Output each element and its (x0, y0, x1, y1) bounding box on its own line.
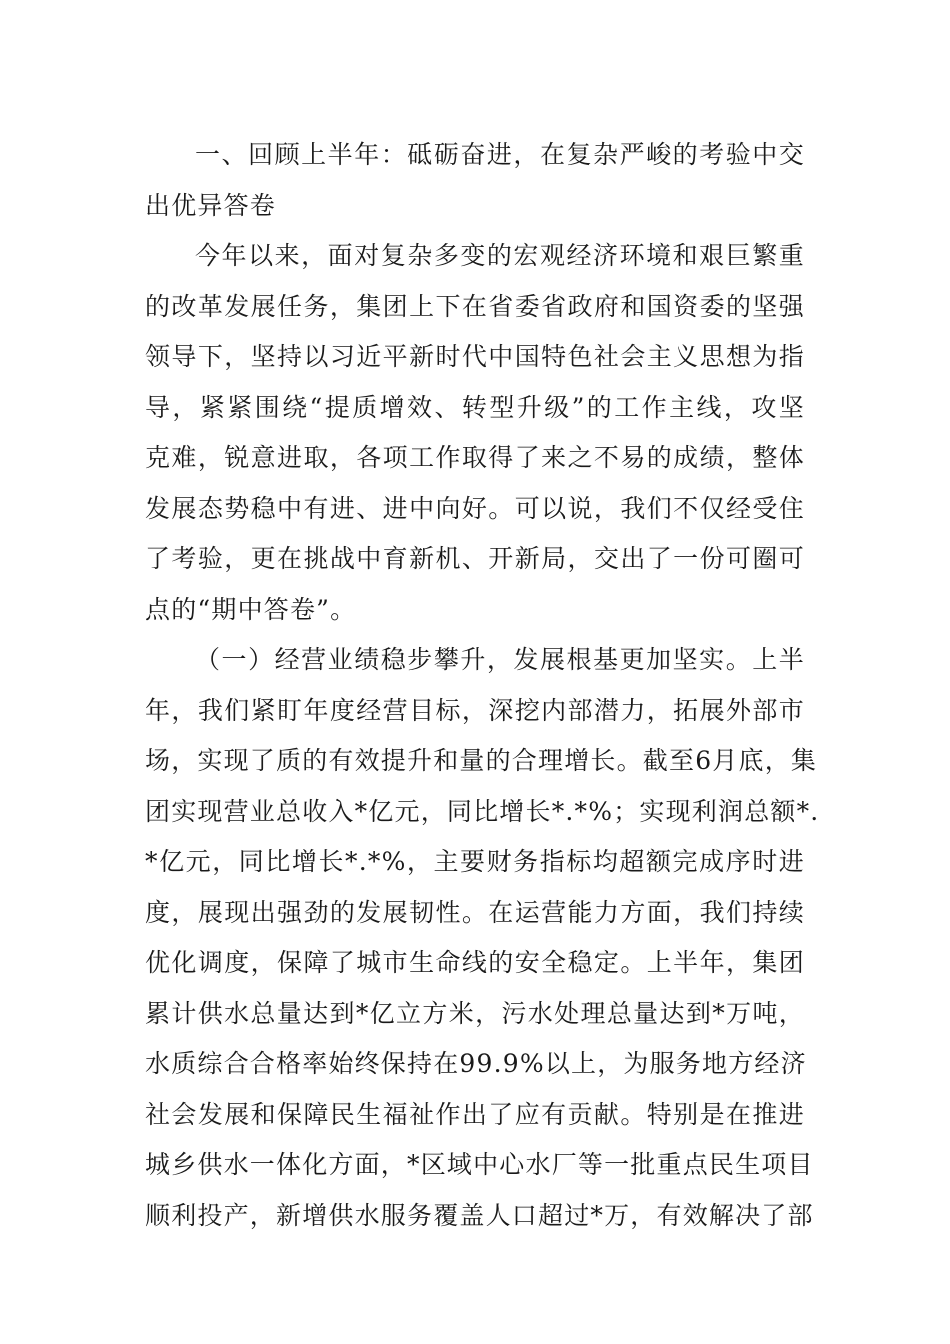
text-line: 点的“期中答卷”。 (145, 594, 357, 624)
body-paragraph (145, 635, 820, 1241)
text-line: 导，紧紧围绕“提质增效、转型升级”的工作主线，攻坚 (145, 392, 805, 422)
text-line: 累计供水总量达到*亿立方米，污水处理总量达到*万吨， (145, 998, 805, 1028)
section-heading (145, 130, 805, 231)
text-line: （一）经营业绩稳步攀升，发展根基更加坚实。上半 (195, 645, 805, 674)
text-line: 领导下，坚持以习近平新时代中国特色社会主义思想为指 (145, 342, 805, 371)
text-line: 度，展现出强劲的发展韧性。在运营能力方面，我们持续 (145, 897, 805, 927)
text-line: 年，我们紧盯年度经营目标，深挖内部潜力，拓展外部市 (145, 695, 805, 725)
body-paragraph (145, 231, 805, 635)
text-line: 优化调度，保障了城市生命线的安全稳定。上半年，集团 (145, 948, 805, 977)
text-line: 城乡供水一体化方面，*区域中心水厂等一批重点民生项目 (145, 1150, 814, 1179)
text-line: 水质综合合格率始终保持在99.9%以上，为服务地方经济 (145, 1049, 807, 1078)
text-line: 克难，锐意进取，各项工作取得了来之不易的成绩，整体 (145, 443, 805, 472)
text-line: 的改革发展任务，集团上下在省委省政府和国资委的坚强 (145, 291, 805, 321)
text-line: 一、回顾上半年：砥砺奋进，在复杂严峻的考验中交 (195, 140, 805, 169)
text-line: 今年以来，面对复杂多变的宏观经济环境和艰巨繁重 (195, 241, 805, 270)
document-body (145, 130, 820, 1241)
text-line: 发展态势稳中有进、进中向好。可以说，我们不仅经受住 (145, 493, 805, 523)
text-line: 团实现营业总收入*亿元，同比增长*.*%；实现利润总额*. (145, 796, 820, 826)
text-line: *亿元，同比增长*.*%，主要财务指标均超额完成序时进 (145, 847, 805, 876)
text-line: 出优异答卷 (145, 190, 277, 220)
text-line: 场，实现了质的有效提升和量的合理增长。截至6月底，集 (145, 746, 818, 775)
text-line: 社会发展和保障民生福祉作出了应有贡献。特别是在推进 (145, 1099, 805, 1129)
text-line: 顺利投产，新增供水服务覆盖人口超过*万，有效解决了部 (145, 1200, 814, 1230)
text-line: 了考验，更在挑战中育新机、开新局，交出了一份可圈可 (145, 544, 805, 573)
